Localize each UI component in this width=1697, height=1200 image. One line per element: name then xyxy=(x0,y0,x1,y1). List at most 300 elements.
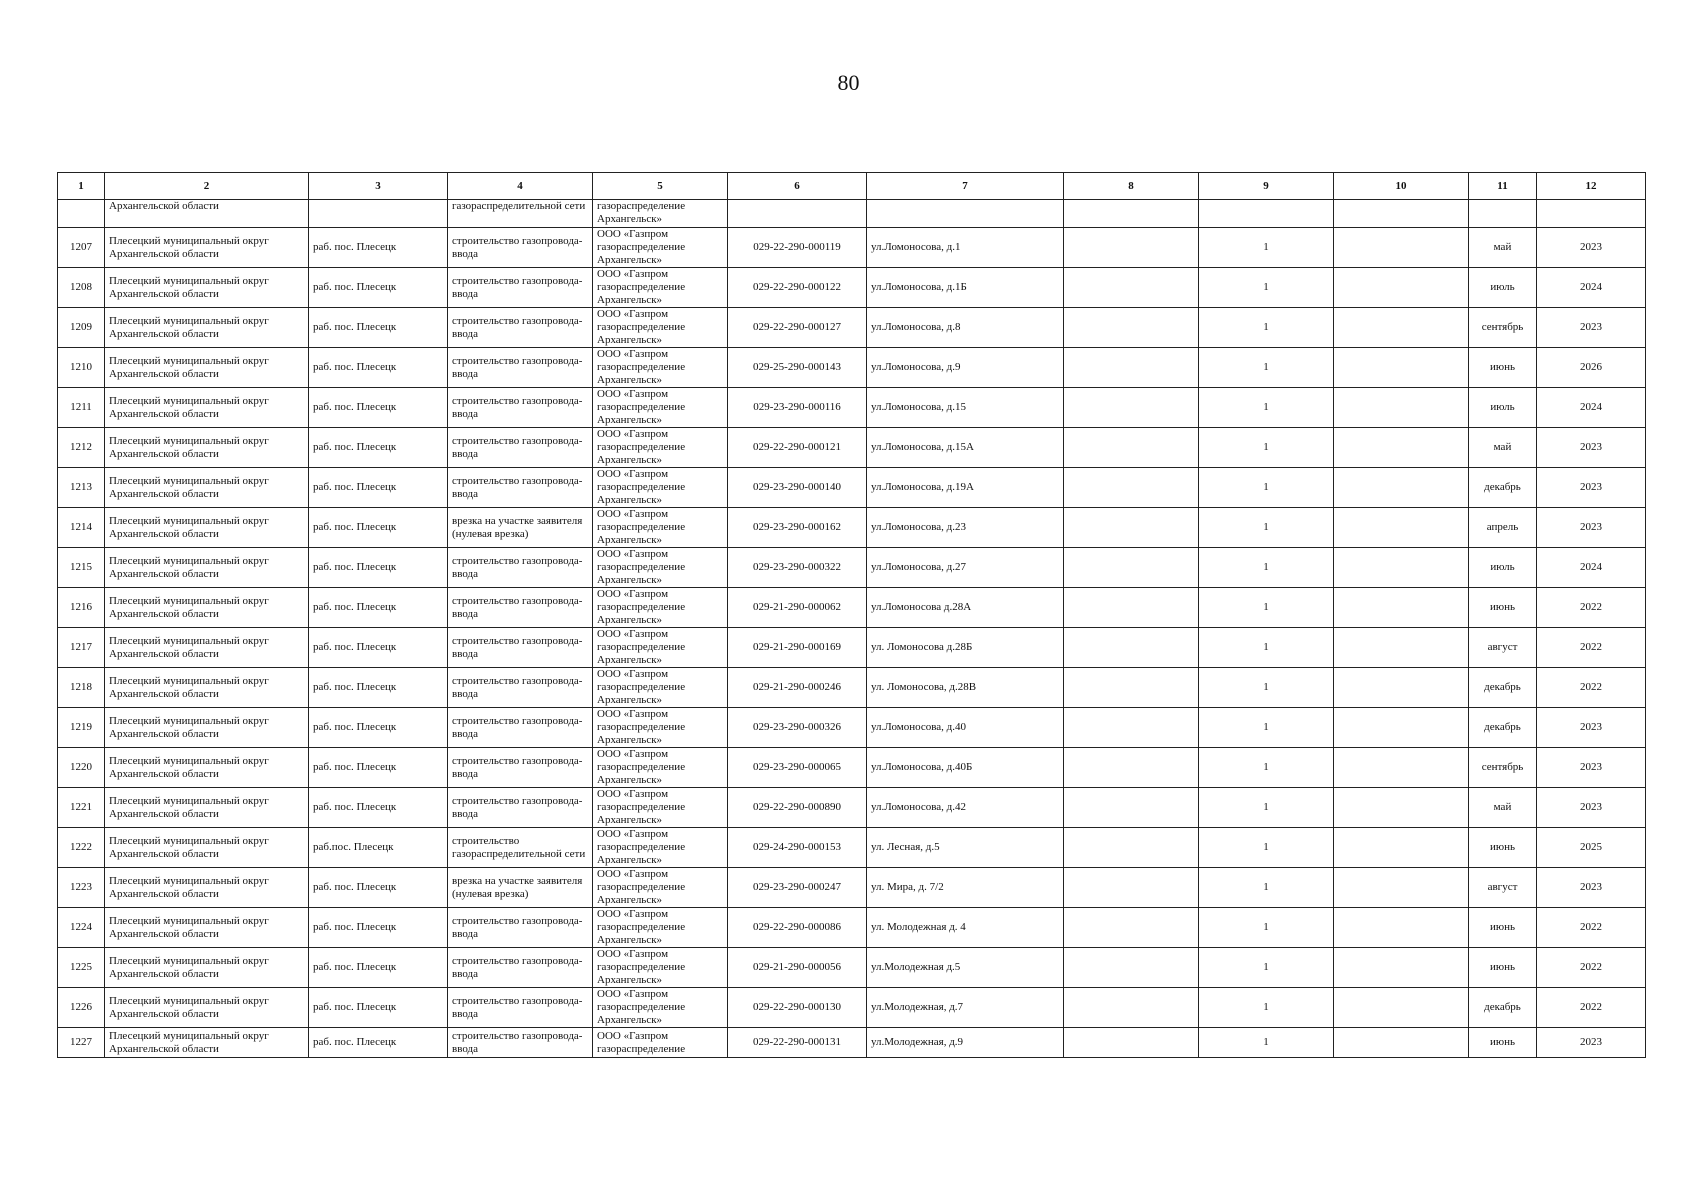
quantity-cell: 1 xyxy=(1199,268,1334,308)
object-code-cell: 029-22-290-000127 xyxy=(728,308,867,348)
month-cell: май xyxy=(1469,428,1537,468)
data-table xyxy=(57,172,1646,1058)
work-type-cell: строительство газопровода-ввода xyxy=(448,348,593,388)
column-10-cell xyxy=(1334,988,1469,1028)
address-cell: ул.Молодежная, д.7 xyxy=(867,988,1064,1028)
district-cell: Плесецкий муниципальный округ Архангельской области xyxy=(105,468,309,508)
table-row xyxy=(58,468,1646,508)
column-8-cell xyxy=(1064,388,1199,428)
object-code-cell: 029-22-290-000119 xyxy=(728,228,867,268)
quantity-cell: 1 xyxy=(1199,508,1334,548)
month-cell: август xyxy=(1469,868,1537,908)
address-cell: ул.Ломоносова д.28А xyxy=(867,588,1064,628)
column-10-cell xyxy=(1334,548,1469,588)
organization-cell: газораспределение Архангельск» xyxy=(593,200,728,228)
settlement-cell: раб. пос. Плесецк xyxy=(309,508,448,548)
address-cell: ул.Молодежная, д.9 xyxy=(867,1028,1064,1058)
row-number-cell: 1222 xyxy=(58,828,105,868)
month-cell: май xyxy=(1469,788,1537,828)
column-8-cell xyxy=(1064,348,1199,388)
settlement-cell: раб. пос. Плесецк xyxy=(309,228,448,268)
quantity-cell: 1 xyxy=(1199,988,1334,1028)
settlement-cell: раб. пос. Плесецк xyxy=(309,628,448,668)
table-row xyxy=(58,668,1646,708)
object-code-cell: 029-22-290-000890 xyxy=(728,788,867,828)
organization-cell: ООО «Газпром газораспределение Архангельск» xyxy=(593,988,728,1028)
month-cell: июнь xyxy=(1469,828,1537,868)
object-code-cell: 029-23-290-000326 xyxy=(728,708,867,748)
column-8-cell xyxy=(1064,548,1199,588)
quantity-cell: 1 xyxy=(1199,828,1334,868)
quantity-cell: 1 xyxy=(1199,668,1334,708)
settlement-cell: раб. пос. Плесецк xyxy=(309,468,448,508)
settlement-cell: раб. пос. Плесецк xyxy=(309,948,448,988)
column-header: 1 xyxy=(58,173,105,200)
address-cell: ул.Ломоносова, д.15А xyxy=(867,428,1064,468)
column-10-cell xyxy=(1334,468,1469,508)
quantity-cell: 1 xyxy=(1199,628,1334,668)
row-number-cell: 1221 xyxy=(58,788,105,828)
organization-cell: ООО «Газпром газораспределение Архангельск» xyxy=(593,268,728,308)
month-cell: июнь xyxy=(1469,908,1537,948)
column-8-cell xyxy=(1064,988,1199,1028)
table-row xyxy=(58,508,1646,548)
settlement-cell: раб. пос. Плесецк xyxy=(309,788,448,828)
district-cell: Плесецкий муниципальный округ Архангельской области xyxy=(105,588,309,628)
column-10-cell xyxy=(1334,308,1469,348)
column-10-cell xyxy=(1334,708,1469,748)
object-code-cell: 029-22-290-000122 xyxy=(728,268,867,308)
row-number-cell: 1224 xyxy=(58,908,105,948)
work-type-cell: врезка на участке заявителя (нулевая врезка) xyxy=(448,868,593,908)
column-8-cell xyxy=(1064,948,1199,988)
settlement-cell: раб. пос. Плесецк xyxy=(309,748,448,788)
column-8-cell xyxy=(1064,708,1199,748)
object-code-cell: 029-21-290-000056 xyxy=(728,948,867,988)
table-row xyxy=(58,788,1646,828)
object-code-cell: 029-23-290-000116 xyxy=(728,388,867,428)
table-row xyxy=(58,628,1646,668)
year-cell: 2022 xyxy=(1537,948,1646,988)
work-type-cell: строительство газопровода-ввода xyxy=(448,428,593,468)
header-row xyxy=(58,173,1646,200)
table-row xyxy=(58,868,1646,908)
year-cell: 2024 xyxy=(1537,548,1646,588)
district-cell: Плесецкий муниципальный округ Архангельской области xyxy=(105,868,309,908)
work-type-cell: строительство газопровода-ввода xyxy=(448,228,593,268)
row-number-cell: 1219 xyxy=(58,708,105,748)
month-cell: декабрь xyxy=(1469,468,1537,508)
settlement-cell: раб. пос. Плесецк xyxy=(309,548,448,588)
row-number-cell xyxy=(58,200,105,228)
object-code-cell: 029-22-290-000086 xyxy=(728,908,867,948)
year-cell: 2023 xyxy=(1537,748,1646,788)
quantity-cell: 1 xyxy=(1199,788,1334,828)
address-cell: ул.Ломоносова, д.23 xyxy=(867,508,1064,548)
year-cell: 2022 xyxy=(1537,588,1646,628)
year-cell: 2024 xyxy=(1537,388,1646,428)
column-10-cell xyxy=(1334,388,1469,428)
address-cell: ул.Ломоносова, д.19А xyxy=(867,468,1064,508)
column-8-cell xyxy=(1064,588,1199,628)
district-cell: Плесецкий муниципальный округ Архангельской области xyxy=(105,788,309,828)
organization-cell: ООО «Газпром газораспределение Архангельск» xyxy=(593,868,728,908)
year-cell: 2023 xyxy=(1537,468,1646,508)
month-cell: сентябрь xyxy=(1469,748,1537,788)
column-10-cell xyxy=(1334,668,1469,708)
year-cell: 2022 xyxy=(1537,668,1646,708)
column-header: 6 xyxy=(728,173,867,200)
quantity-cell: 1 xyxy=(1199,748,1334,788)
settlement-cell xyxy=(309,200,448,228)
object-code-cell: 029-23-290-000322 xyxy=(728,548,867,588)
work-type-cell: строительство газопровода-ввода xyxy=(448,628,593,668)
row-number-cell: 1215 xyxy=(58,548,105,588)
month-cell: июль xyxy=(1469,388,1537,428)
organization-cell: ООО «Газпром газораспределение Архангельск» xyxy=(593,628,728,668)
row-number-cell: 1208 xyxy=(58,268,105,308)
row-number-cell: 1216 xyxy=(58,588,105,628)
district-cell: Плесецкий муниципальный округ Архангельской области xyxy=(105,548,309,588)
column-header: 10 xyxy=(1334,173,1469,200)
column-10-cell xyxy=(1334,1028,1469,1058)
month-cell xyxy=(1469,200,1537,228)
object-code-cell: 029-22-290-000130 xyxy=(728,988,867,1028)
year-cell: 2025 xyxy=(1537,828,1646,868)
column-10-cell xyxy=(1334,508,1469,548)
month-cell: июль xyxy=(1469,548,1537,588)
month-cell: июнь xyxy=(1469,948,1537,988)
quantity-cell: 1 xyxy=(1199,308,1334,348)
year-cell: 2024 xyxy=(1537,268,1646,308)
settlement-cell: раб. пос. Плесецк xyxy=(309,348,448,388)
table-row xyxy=(58,388,1646,428)
district-cell: Плесецкий муниципальный округ Архангельской области xyxy=(105,748,309,788)
quantity-cell: 1 xyxy=(1199,428,1334,468)
district-cell: Плесецкий муниципальный округ Архангельской области xyxy=(105,668,309,708)
column-10-cell xyxy=(1334,348,1469,388)
column-header: 8 xyxy=(1064,173,1199,200)
column-10-cell xyxy=(1334,868,1469,908)
year-cell: 2022 xyxy=(1537,988,1646,1028)
address-cell: ул.Ломоносова, д.40Б xyxy=(867,748,1064,788)
row-number-cell: 1209 xyxy=(58,308,105,348)
organization-cell: ООО «Газпром газораспределение Архангельск» xyxy=(593,588,728,628)
settlement-cell: раб. пос. Плесецк xyxy=(309,588,448,628)
year-cell: 2022 xyxy=(1537,628,1646,668)
column-10-cell xyxy=(1334,628,1469,668)
column-10-cell xyxy=(1334,788,1469,828)
settlement-cell: раб. пос. Плесецк xyxy=(309,908,448,948)
row-number-cell: 1207 xyxy=(58,228,105,268)
organization-cell: ООО «Газпром газораспределение Архангельск» xyxy=(593,788,728,828)
row-number-cell: 1223 xyxy=(58,868,105,908)
column-8-cell xyxy=(1064,268,1199,308)
address-cell: ул. Лесная, д.5 xyxy=(867,828,1064,868)
month-cell: сентябрь xyxy=(1469,308,1537,348)
address-cell: ул.Ломоносова, д.27 xyxy=(867,548,1064,588)
year-cell: 2023 xyxy=(1537,428,1646,468)
district-cell: Плесецкий муниципальный округ Архангельской области xyxy=(105,388,309,428)
district-cell: Плесецкий муниципальный округ Архангельской области xyxy=(105,708,309,748)
year-cell: 2023 xyxy=(1537,708,1646,748)
column-8-cell xyxy=(1064,788,1199,828)
work-type-cell: строительство газораспределительной сети xyxy=(448,828,593,868)
district-cell: Плесецкий муниципальный округ Архангельской области xyxy=(105,268,309,308)
month-cell: июнь xyxy=(1469,348,1537,388)
organization-cell: ООО «Газпром газораспределение Архангельск» xyxy=(593,668,728,708)
column-header: 7 xyxy=(867,173,1064,200)
month-cell: май xyxy=(1469,228,1537,268)
quantity-cell: 1 xyxy=(1199,228,1334,268)
quantity-cell: 1 xyxy=(1199,868,1334,908)
row-number-cell: 1210 xyxy=(58,348,105,388)
row-number-cell: 1211 xyxy=(58,388,105,428)
column-10-cell xyxy=(1334,228,1469,268)
row-number-cell: 1226 xyxy=(58,988,105,1028)
work-type-cell: строительство газопровода-ввода xyxy=(448,268,593,308)
table-row xyxy=(58,828,1646,868)
work-type-cell: строительство газопровода-ввода xyxy=(448,468,593,508)
column-8-cell xyxy=(1064,628,1199,668)
column-10-cell xyxy=(1334,200,1469,228)
organization-cell: ООО «Газпром газораспределение Архангельск» xyxy=(593,748,728,788)
work-type-cell: строительство газопровода-ввода xyxy=(448,908,593,948)
object-code-cell: 029-25-290-000143 xyxy=(728,348,867,388)
quantity-cell: 1 xyxy=(1199,388,1334,428)
address-cell: ул.Молодежная д.5 xyxy=(867,948,1064,988)
page-number: 80 xyxy=(837,70,860,95)
quantity-cell: 1 xyxy=(1199,948,1334,988)
column-header: 9 xyxy=(1199,173,1334,200)
object-code-cell: 029-23-290-000247 xyxy=(728,868,867,908)
settlement-cell: раб. пос. Плесецк xyxy=(309,668,448,708)
column-8-cell xyxy=(1064,748,1199,788)
column-8-cell xyxy=(1064,428,1199,468)
column-10-cell xyxy=(1334,748,1469,788)
settlement-cell: раб. пос. Плесецк xyxy=(309,1028,448,1058)
work-type-cell: строительство газопровода-ввода xyxy=(448,1028,593,1058)
table-row xyxy=(58,548,1646,588)
table-row xyxy=(58,348,1646,388)
year-cell: 2023 xyxy=(1537,868,1646,908)
table-body xyxy=(58,200,1646,1058)
address-cell: ул. Ломоносова, д.28В xyxy=(867,668,1064,708)
column-10-cell xyxy=(1334,828,1469,868)
organization-cell: ООО «Газпром газораспределение Архангельск» xyxy=(593,708,728,748)
quantity-cell: 1 xyxy=(1199,468,1334,508)
organization-cell: ООО «Газпром газораспределение Архангельск» xyxy=(593,468,728,508)
work-type-cell: строительство газопровода-ввода xyxy=(448,988,593,1028)
work-type-cell: строительство газопровода-ввода xyxy=(448,668,593,708)
work-type-cell: строительство газопровода-ввода xyxy=(448,708,593,748)
work-type-cell: врезка на участке заявителя (нулевая врезка) xyxy=(448,508,593,548)
year-cell xyxy=(1537,200,1646,228)
table-row xyxy=(58,708,1646,748)
table-row xyxy=(58,948,1646,988)
column-8-cell xyxy=(1064,200,1199,228)
month-cell: декабрь xyxy=(1469,708,1537,748)
organization-cell: ООО «Газпром газораспределение Архангельск» xyxy=(593,428,728,468)
object-code-cell: 029-22-290-000121 xyxy=(728,428,867,468)
district-cell: Плесецкий муниципальный округ Архангельской области xyxy=(105,428,309,468)
row-number-cell: 1213 xyxy=(58,468,105,508)
table-row xyxy=(58,588,1646,628)
settlement-cell: раб. пос. Плесецк xyxy=(309,428,448,468)
settlement-cell: раб. пос. Плесецк xyxy=(309,988,448,1028)
row-number-cell: 1217 xyxy=(58,628,105,668)
year-cell: 2023 xyxy=(1537,228,1646,268)
work-type-cell: строительство газопровода-ввода xyxy=(448,788,593,828)
district-cell: Плесецкий муниципальный округ Архангельской области xyxy=(105,308,309,348)
district-cell: Плесецкий муниципальный округ Архангельской области xyxy=(105,948,309,988)
settlement-cell: раб. пос. Плесецк xyxy=(309,268,448,308)
organization-cell: ООО «Газпром газораспределение Архангельск» xyxy=(593,508,728,548)
table-row xyxy=(58,428,1646,468)
settlement-cell: раб. пос. Плесецк xyxy=(309,868,448,908)
quantity-cell xyxy=(1199,200,1334,228)
row-number-cell: 1214 xyxy=(58,508,105,548)
object-code-cell: 029-22-290-000131 xyxy=(728,1028,867,1058)
column-header: 11 xyxy=(1469,173,1537,200)
month-cell: декабрь xyxy=(1469,988,1537,1028)
settlement-cell: раб. пос. Плесецк xyxy=(309,388,448,428)
quantity-cell: 1 xyxy=(1199,348,1334,388)
organization-cell: ООО «Газпром газораспределение Архангельск» xyxy=(593,908,728,948)
row-number-cell: 1227 xyxy=(58,1028,105,1058)
column-header: 12 xyxy=(1537,173,1646,200)
district-cell: Плесецкий муниципальный округ Архангельской области xyxy=(105,1028,309,1058)
column-header: 3 xyxy=(309,173,448,200)
work-type-cell: строительство газопровода-ввода xyxy=(448,748,593,788)
district-cell: Плесецкий муниципальный округ Архангельской области xyxy=(105,988,309,1028)
row-number-cell: 1225 xyxy=(58,948,105,988)
district-cell: Плесецкий муниципальный округ Архангельской области xyxy=(105,628,309,668)
year-cell: 2023 xyxy=(1537,508,1646,548)
address-cell: ул.Ломоносова, д.42 xyxy=(867,788,1064,828)
settlement-cell: раб. пос. Плесецк xyxy=(309,708,448,748)
table-row xyxy=(58,228,1646,268)
column-8-cell xyxy=(1064,308,1199,348)
organization-cell: ООО «Газпром газораспределение Архангельск» xyxy=(593,828,728,868)
quantity-cell: 1 xyxy=(1199,588,1334,628)
address-cell xyxy=(867,200,1064,228)
district-cell: Плесецкий муниципальный округ Архангельской области xyxy=(105,828,309,868)
year-cell: 2022 xyxy=(1537,908,1646,948)
settlement-cell: раб. пос. Плесецк xyxy=(309,308,448,348)
month-cell: август xyxy=(1469,628,1537,668)
work-type-cell: строительство газопровода-ввода xyxy=(448,308,593,348)
month-cell: июнь xyxy=(1469,1028,1537,1058)
address-cell: ул.Ломоносова, д.1 xyxy=(867,228,1064,268)
object-code-cell: 029-23-290-000065 xyxy=(728,748,867,788)
address-cell: ул.Ломоносова, д.8 xyxy=(867,308,1064,348)
quantity-cell: 1 xyxy=(1199,708,1334,748)
work-type-cell: строительство газопровода-ввода xyxy=(448,548,593,588)
row-number-cell: 1220 xyxy=(58,748,105,788)
column-10-cell xyxy=(1334,268,1469,308)
quantity-cell: 1 xyxy=(1199,1028,1334,1058)
column-10-cell xyxy=(1334,908,1469,948)
column-8-cell xyxy=(1064,508,1199,548)
column-10-cell xyxy=(1334,428,1469,468)
organization-cell: ООО «Газпром газораспределение Архангельск» xyxy=(593,948,728,988)
column-8-cell xyxy=(1064,868,1199,908)
table-row xyxy=(58,200,1646,228)
work-type-cell: строительство газопровода-ввода xyxy=(448,588,593,628)
object-code-cell: 029-24-290-000153 xyxy=(728,828,867,868)
address-cell: ул.Ломоносова, д.15 xyxy=(867,388,1064,428)
year-cell: 2023 xyxy=(1537,308,1646,348)
work-type-cell: газораспределительной сети xyxy=(448,200,593,228)
address-cell: ул. Ломоносова д.28Б xyxy=(867,628,1064,668)
object-code-cell: 029-21-290-000169 xyxy=(728,628,867,668)
object-code-cell xyxy=(728,200,867,228)
district-cell: Плесецкий муниципальный округ Архангельской области xyxy=(105,228,309,268)
column-8-cell xyxy=(1064,668,1199,708)
month-cell: апрель xyxy=(1469,508,1537,548)
address-cell: ул.Ломоносова, д.1Б xyxy=(867,268,1064,308)
address-cell: ул. Мира, д. 7/2 xyxy=(867,868,1064,908)
table-row xyxy=(58,908,1646,948)
table-row xyxy=(58,988,1646,1028)
table-row xyxy=(58,308,1646,348)
district-cell: Плесецкий муниципальный округ Архангельской области xyxy=(105,508,309,548)
row-number-cell: 1218 xyxy=(58,668,105,708)
month-cell: декабрь xyxy=(1469,668,1537,708)
quantity-cell: 1 xyxy=(1199,548,1334,588)
work-type-cell: строительство газопровода-ввода xyxy=(448,388,593,428)
column-10-cell xyxy=(1334,588,1469,628)
column-8-cell xyxy=(1064,468,1199,508)
organization-cell: ООО «Газпром газораспределение Архангельск» xyxy=(593,388,728,428)
month-cell: июль xyxy=(1469,268,1537,308)
address-cell: ул. Молодежная д. 4 xyxy=(867,908,1064,948)
address-cell: ул.Ломоносова, д.40 xyxy=(867,708,1064,748)
year-cell: 2023 xyxy=(1537,1028,1646,1058)
column-header: 4 xyxy=(448,173,593,200)
address-cell: ул.Ломоносова, д.9 xyxy=(867,348,1064,388)
table-row xyxy=(58,1028,1646,1058)
district-cell: Архангельской области xyxy=(105,200,309,228)
year-cell: 2026 xyxy=(1537,348,1646,388)
table-row xyxy=(58,748,1646,788)
table-row xyxy=(58,268,1646,308)
column-header: 2 xyxy=(105,173,309,200)
object-code-cell: 029-23-290-000162 xyxy=(728,508,867,548)
work-type-cell: строительство газопровода-ввода xyxy=(448,948,593,988)
organization-cell: ООО «Газпром газораспределение Архангельск» xyxy=(593,548,728,588)
organization-cell: ООО «Газпром газораспределение Архангельск» xyxy=(593,228,728,268)
organization-cell: ООО «Газпром газораспределение xyxy=(593,1028,728,1058)
organization-cell: ООО «Газпром газораспределение Архангельск» xyxy=(593,308,728,348)
quantity-cell: 1 xyxy=(1199,908,1334,948)
object-code-cell: 029-21-290-000062 xyxy=(728,588,867,628)
year-cell: 2023 xyxy=(1537,788,1646,828)
object-code-cell: 029-21-290-000246 xyxy=(728,668,867,708)
object-code-cell: 029-23-290-000140 xyxy=(728,468,867,508)
column-10-cell xyxy=(1334,948,1469,988)
column-8-cell xyxy=(1064,1028,1199,1058)
row-number-cell: 1212 xyxy=(58,428,105,468)
column-8-cell xyxy=(1064,908,1199,948)
month-cell: июнь xyxy=(1469,588,1537,628)
organization-cell: ООО «Газпром газораспределение Архангельск» xyxy=(593,348,728,388)
column-header: 5 xyxy=(593,173,728,200)
district-cell: Плесецкий муниципальный округ Архангельской области xyxy=(105,908,309,948)
column-8-cell xyxy=(1064,228,1199,268)
district-cell: Плесецкий муниципальный округ Архангельской области xyxy=(105,348,309,388)
